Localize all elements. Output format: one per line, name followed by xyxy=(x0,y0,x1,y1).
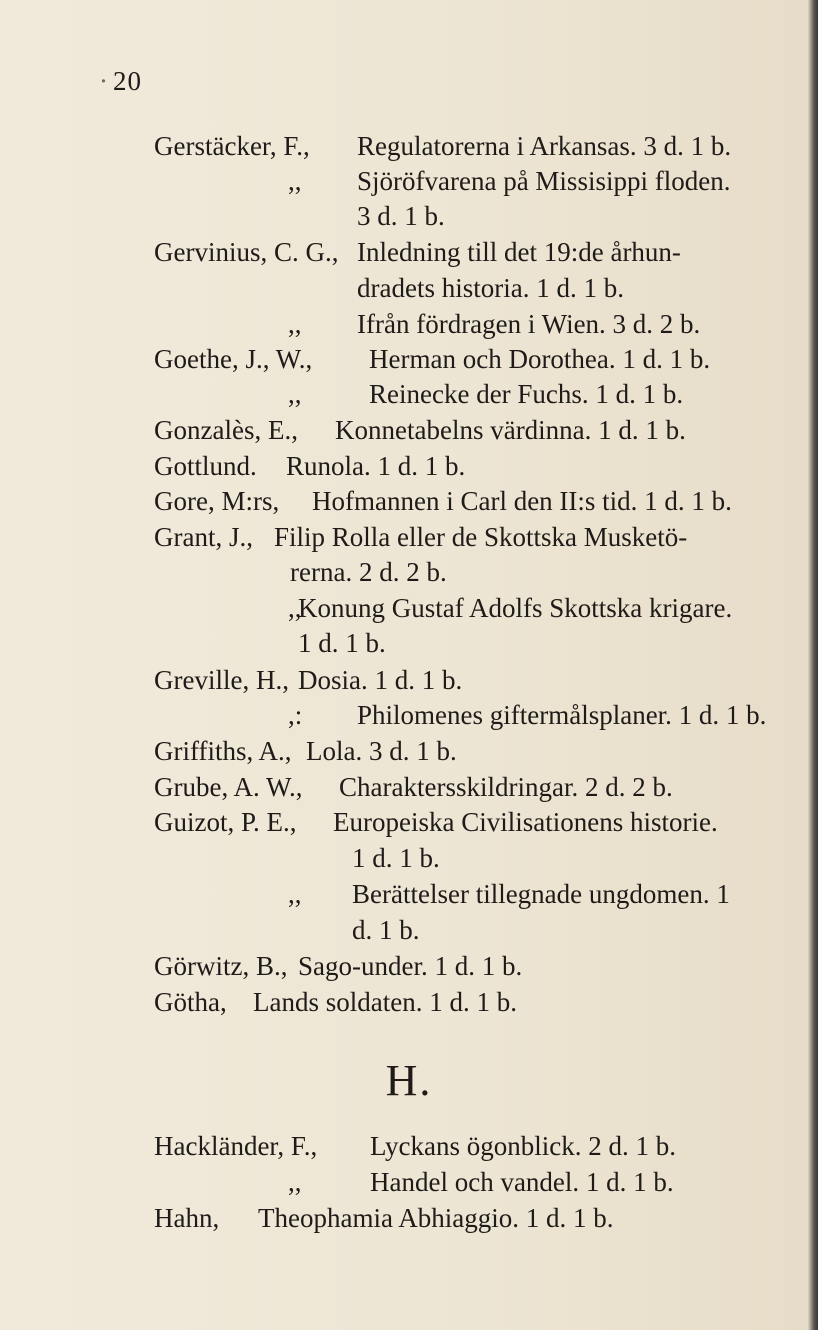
entry-author: Gore, M:rs, xyxy=(154,486,280,516)
entry-title: Inledning till det 19:de århun- xyxy=(357,237,681,267)
entry-title: Lyckans ögonblick. 2 d. 1 b. xyxy=(370,1131,676,1161)
ditto-mark: ,, xyxy=(288,1167,302,1197)
entry-title: Dosia. 1 d. 1 b. xyxy=(298,665,463,695)
ditto-mark: ,, xyxy=(288,593,302,623)
entry-title: Sjöröfvarena på Missisippi floden. xyxy=(357,166,731,196)
entry-author: Görwitz, B., xyxy=(154,951,288,981)
entry-author: Grant, J., xyxy=(154,522,253,552)
entry-author: Guizot, P. E., xyxy=(154,807,297,837)
entry-title: Filip Rolla eller de Skottska Musketö- xyxy=(274,522,688,552)
ditto-mark: ,: xyxy=(288,700,303,730)
entry-author: Goethe, J., W., xyxy=(154,344,313,374)
entry-continuation-text: 1 d. 1 b. xyxy=(352,843,440,873)
entry-title: Ifrån fördragen i Wien. 3 d. 2 b. xyxy=(357,309,701,339)
entry-title: Runola. 1 d. 1 b. xyxy=(286,451,466,481)
entry-author: Hahn, xyxy=(154,1203,220,1233)
entry-author: Gerstäcker, F., xyxy=(154,131,310,161)
ditto-mark: ,, xyxy=(288,309,302,339)
entry-author: Gonzalès, E., xyxy=(154,415,298,445)
entry-author: Greville, H., xyxy=(154,665,289,695)
entry-continuation-text: d. 1 b. xyxy=(352,915,420,945)
ditto-mark: ,, xyxy=(288,379,302,409)
entry-title: Herman och Dorothea. 1 d. 1 b. xyxy=(369,344,711,374)
entry-title: Europeiska Civilisationens historie. xyxy=(333,807,718,837)
entry-continuation-text: rerna. 2 d. 2 b. xyxy=(290,557,447,587)
entry-title: Sago-under. 1 d. 1 b. xyxy=(298,951,523,981)
section-heading: H. xyxy=(385,1056,433,1105)
entry-continuation-text: 3 d. 1 b. xyxy=(357,201,445,231)
entry-continuation-text: 1 d. 1 b. xyxy=(298,628,386,658)
entry-author: Grube, A. W., xyxy=(154,772,303,802)
entry-title: Konnetabelns värdinna. 1 d. 1 b. xyxy=(335,415,686,445)
entry-title: Regulatorerna i Arkansas. 3 d. 1 b. xyxy=(357,131,732,161)
page-number: · 20 xyxy=(113,66,142,97)
ditto-mark: ,, xyxy=(288,879,302,909)
ditto-mark: ,, xyxy=(288,166,302,196)
entry-title: Handel och vandel. 1 d. 1 b. xyxy=(370,1167,674,1197)
entry-author: Gottlund. xyxy=(154,451,257,481)
entry-title: Philomenes giftermålsplaner. 1 d. 1 b. xyxy=(357,700,767,730)
entry-author: Götha, xyxy=(154,987,227,1017)
entry-title: Lands soldaten. 1 d. 1 b. xyxy=(253,987,517,1017)
entry-author: Hackländer, F., xyxy=(154,1131,318,1161)
entry-continuation-text: dradets historia. 1 d. 1 b. xyxy=(357,273,624,303)
entry-title: Theophamia Abhiaggio. 1 d. 1 b. xyxy=(258,1203,614,1233)
entry-title: Reinecke der Fuchs. 1 d. 1 b. xyxy=(369,379,684,409)
entry-title: Konung Gustaf Adolfs Skottska krigare. xyxy=(298,593,733,623)
entry-title: Hofmannen i Carl den II:s tid. 1 d. 1 b. xyxy=(312,486,732,516)
entry-author: Gervinius, C. G., xyxy=(154,237,339,267)
entry-title: Lola. 3 d. 1 b. xyxy=(306,736,457,766)
entry-title: Charaktersskildringar. 2 d. 2 b. xyxy=(339,772,673,802)
entry-author: Griffiths, A., xyxy=(154,736,292,766)
page-edge-shadow xyxy=(808,0,818,1330)
entry-title: Berättelser tillegnade ungdomen. 1 xyxy=(352,879,730,909)
